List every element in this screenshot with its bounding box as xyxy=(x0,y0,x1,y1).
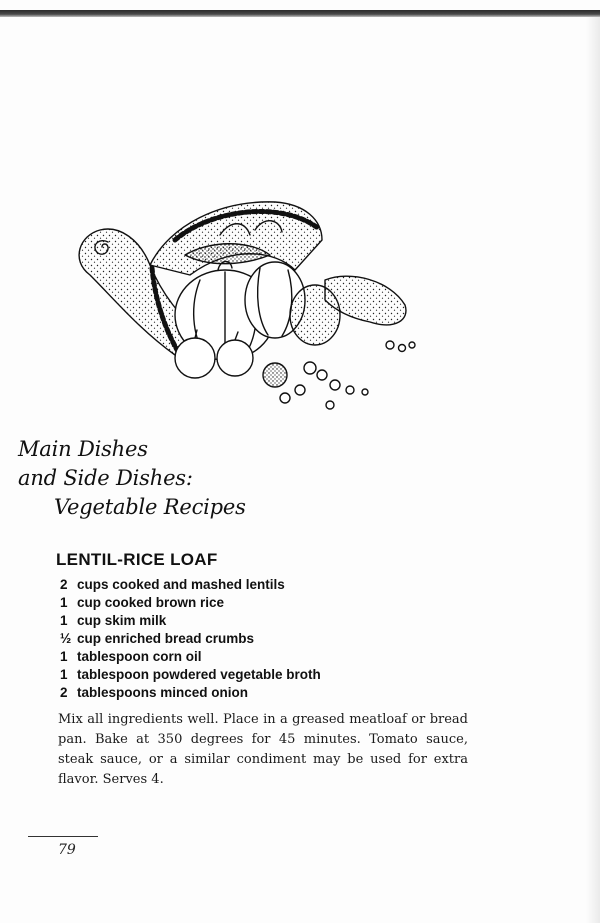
cornucopia-illustration xyxy=(60,180,440,420)
ingredient-quantity: 1 xyxy=(60,667,68,682)
ingredient-quantity: 1 xyxy=(60,595,68,610)
footer-rule xyxy=(28,836,98,837)
page-top-edge xyxy=(0,10,600,17)
ingredient-item xyxy=(60,594,480,612)
section-title-line-1: Main Dishes xyxy=(18,437,148,461)
ingredient-quantity: 1 xyxy=(60,613,68,628)
ingredient-item xyxy=(60,684,480,702)
ingredient-item xyxy=(60,576,480,594)
ingredient-text: tablespoons minced onion xyxy=(77,685,249,700)
ingredient-item xyxy=(60,612,480,630)
recipe-instructions: Mix all ingredients well. Place in a greased meatloaf or bread pan. Bake at 350 degrees for 45 minutes. Tomato sauce, steak sauce, or a similar condiment may be used for extra flavor. Serves 4. xyxy=(58,712,468,787)
section-title-line-3: Vegetable Recipes xyxy=(54,495,246,519)
section-title xyxy=(18,435,246,522)
cornucopia-icon xyxy=(60,180,440,420)
page-number: 79 xyxy=(58,842,76,858)
ingredient-quantity: 2 xyxy=(60,577,68,592)
recipe-title: LENTIL-RICE LOAF xyxy=(56,550,218,569)
ingredient-text: tablespoon corn oil xyxy=(77,649,202,664)
ingredient-item xyxy=(60,666,480,684)
ingredient-item xyxy=(60,648,480,666)
ingredient-quantity: ½ xyxy=(60,631,72,646)
ingredient-item xyxy=(60,630,480,648)
ingredient-quantity: 1 xyxy=(60,649,68,664)
ingredient-text: cups cooked and mashed lentils xyxy=(77,577,285,592)
ingredient-list xyxy=(60,576,480,702)
page-binding-shadow xyxy=(586,17,600,923)
ingredient-text: cup skim milk xyxy=(77,613,167,628)
section-title-line-2: and Side Dishes: xyxy=(18,466,193,490)
ingredient-quantity: 2 xyxy=(60,685,68,700)
ingredient-text: tablespoon powdered vegetable broth xyxy=(77,667,321,682)
ingredient-text: cup cooked brown rice xyxy=(77,595,225,610)
ingredient-text: cup enriched bread crumbs xyxy=(77,631,255,646)
